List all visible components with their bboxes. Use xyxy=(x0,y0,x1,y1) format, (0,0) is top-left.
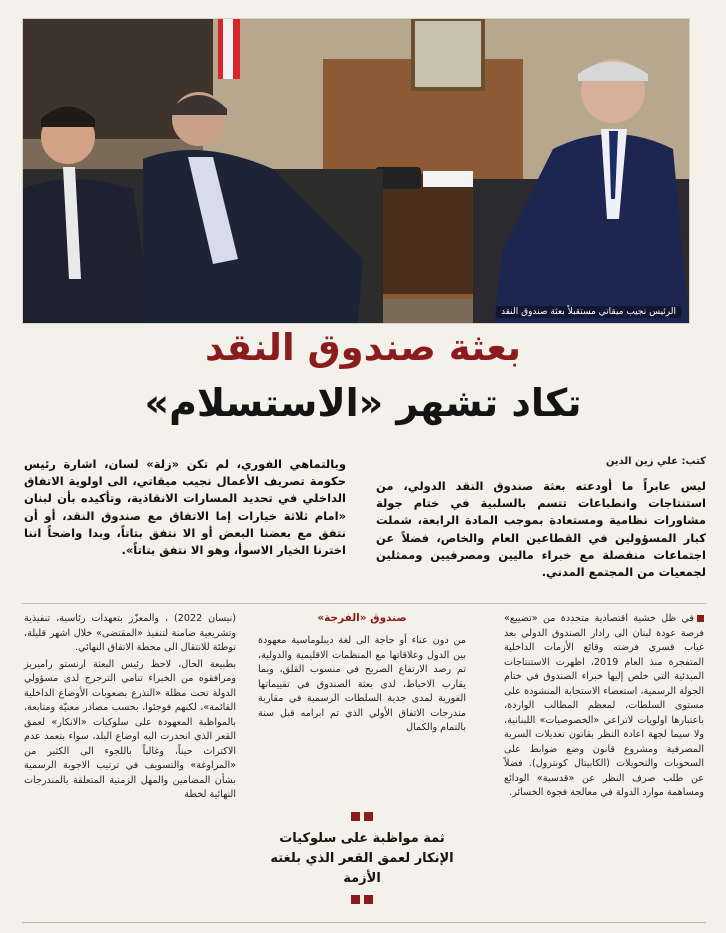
paragraph-marker-icon xyxy=(697,615,704,622)
headline-line-2: تكاد تشهر «الاستسلام» xyxy=(144,381,582,425)
pull-quote-bottom-marks xyxy=(258,895,466,904)
pull-quote-text: ثمة مواظبة على سلوكيات الإنكار لعمق القعر الذي بلغته الأزمة xyxy=(270,831,454,886)
meeting-photo-illustration xyxy=(23,19,689,323)
headline-line-1: بعثة صندوق النقد xyxy=(204,326,522,369)
mid-column-subhead: صندوق «الفرجة» xyxy=(317,612,407,624)
body-text-left-1: (نيسان 2022) ، والمعزّز بتعهدات رئاسية، تنفيذية وتشريعية ضامنة لتنفيذ «المقتضى» خلال اشهر قليلة، توطئة للانتقال الى محطة الاتفاق النهائي. xyxy=(24,613,236,653)
body-text-mid: من دون عناء أو حاجة الى لغة ديبلوماسية معهودة بين الدول وعلاقاتها مع المنظمات الاقليمية والدولية، تم رصد الارتفاع الصريح في منسوب القلق، وبما يقارب الاحباط، لدى بعثة الصندوق في تقييماتها الفورية لمدى جدية السلطات الرسمية في مقاربة مندرجات الاتفاق الأولي الذي تم ابرامه قبل سنة بالتمام والكمال xyxy=(258,635,466,733)
body-text-left-2: بطبيعة الحال، لاحظ رئيس البعثة ارنستو راميريز ومرافقوه من الخبراء تنامي الترجرج لدى مسؤولي الدولة تحت مظلة «التذرع بصعوبات الأوضاع الداخلية القائمة»، لكنهم فوجئوا، بحسب مصادر معنيّة ومتابعة، بالمواظبة المعهودة على سلوكيات «الانكار» لعمق القعر الذي انحدرت اليه اوضاع البلد، سواء بتعمد عدم الاكتراث حيناً، وغالباً باللجوء الى الكثير من «المراوغة» والتسويف في ترتيب الاجوبة الرسمية بشأن المضامين والمهل الزمنية المتعلقة بالمندرجات النهائية لخطة xyxy=(24,658,236,800)
section-divider xyxy=(22,603,706,604)
lead-paragraph-right: ليس عابراً ما أودعته بعثة صندوق النقد الدولي، من استنتاجات وانطباعات تتسم بالسلبية في ختام جولة مشاورات نظامية ومستعادة بموجب المادة الرابعة، شملت كبار المسؤولين في القطاعين العام والخاص، فضلاً عن اجتماعات منفصلة مع خبراء ماليين ومصرفيين وممثلين لجمعيات من المجتمع المدني. xyxy=(376,479,706,580)
lead-paragraph-left: وبالتماهي الفوري، لم تكن «زلة» لسان، اشارة رئيس حكومة تصريف الأعمال نجيب ميقاتي، الى اولوية الاتفاق الداخلي في تحديد المسارات الانقاذية، وتأكيده بأن لبنان «امام ثلاثة خيارات إما الاتفاق مع صندوق النقد، أو أن نتفق مع بعضنا البعض أو الا نتفق بتاتاً، وبدا واضحاً اننا اخترنا الخيار الاسوأ، وهو الا نتفق بتاتاً». xyxy=(24,457,346,558)
body-column-mid xyxy=(258,634,466,738)
body-text-right: في ظل خشية اقتصادية متجددة من «تضييع» فرصة عودة لبنان الى رادار الصندوق الدولي بعد غياب قسري فرضته وقائع الأزمات الداخلية المتفجرة منذ العام 2019، اظهرت الاستنتاجات المبدئية التي خلص إليها خبراء الصندوق في ختام الجولة الرسمية، استعصاء الاستجابة المنشودة على مستوى السلطات، لمعظم المطالب الواردة، باعتبارها اولويات لاتراعي «الخصوصيات» اللبنانية، ولا سيما لجهة اعادة النظر بقانون تعديلات السرية المصرفية ومشروع قانون وضع ضوابط على السحوبات والتحويلات (الكابيتال كونترول). فضلاً عن طلب صرف النظر عن «قدسية» الودائع ومساهمة موارد الدولة في معالجة فجوة الخسائر. xyxy=(504,613,704,798)
photo-caption: الرئيس نجيب ميقاتي مستقبلاً بعثة صندوق النقد xyxy=(496,306,681,318)
page-bottom-rule xyxy=(22,922,706,923)
byline: كتب: علي زين الدين xyxy=(605,456,706,467)
body-column-left xyxy=(24,612,236,805)
pull-quote xyxy=(258,812,466,902)
body-column-right xyxy=(504,612,704,803)
pull-quote-top-marks xyxy=(258,812,466,821)
article-photo xyxy=(22,18,690,324)
